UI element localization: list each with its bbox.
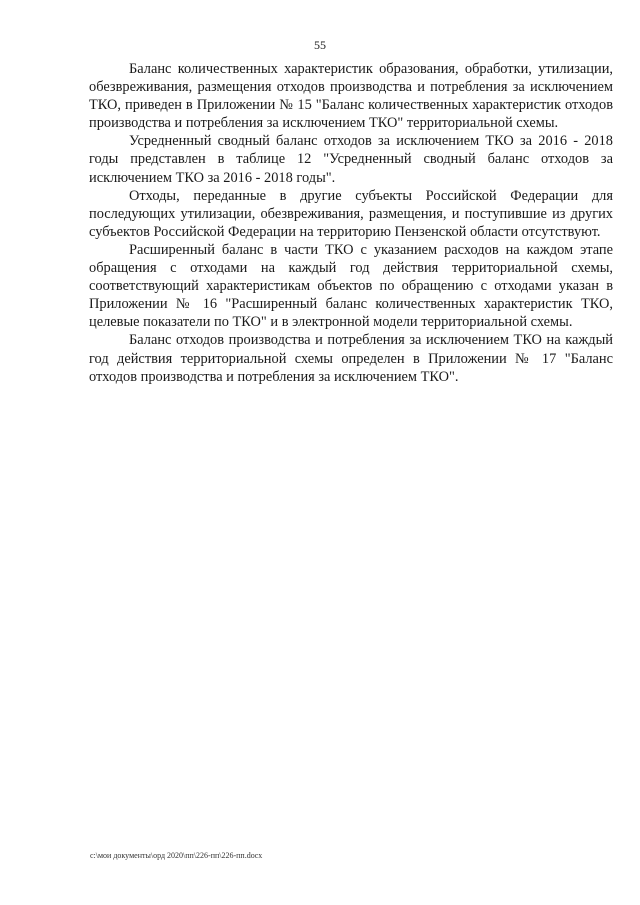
page-number: 55 [314, 38, 326, 52]
paragraph-waste-balance: Баланс количественных характеристик образования, обработки, утилизации, обезвреживания, размещения отходов производства и потребления за исключением ТКО, приведен в Приложении № 15 "Баланс количественных характеристик отходов производства и потребления за исключением ТКО" территориальной схемы. [89, 61, 613, 132]
paragraph-averaged-balance: Усредненный сводный баланс отходов за исключением ТКО за 2016 - 2018 годы представлен в таблице 12 "Усредненный сводный баланс отходов за исключением ТКО за 2016 - 2018 годы". [89, 133, 613, 186]
paragraph-interregional-transfer: Отходы, переданные в другие субъекты Российской Федерации для последующих утилизации, обезвреживания, размещения, и поступившие из других субъектов Российской Федерации на территорию Пензенской области отсутствуют. [89, 187, 613, 240]
document-body [89, 60, 613, 386]
paragraph-annual-balance: Баланс отходов производства и потребления за исключением ТКО на каждый год действия территориальной схемы определен в Приложении № 17 "Баланс отходов производства и потребления за исключением ТКО". [89, 332, 613, 385]
footer-file-path: c:\мои документы\орд 2020\пп\226-пп\226-пп.docx [90, 851, 263, 860]
paragraph-extended-balance: Расширенный баланс в части ТКО с указанием расходов на каждом этапе обращения с отходами на каждый год действия территориальной схемы, соответствующий характеристикам объектов по обращению с отходами указан в Приложении № 16 "Расширенный баланс количественных характеристик ТКО, целевые показатели по ТКО" и в электронной модели территориальной схемы. [89, 241, 613, 331]
